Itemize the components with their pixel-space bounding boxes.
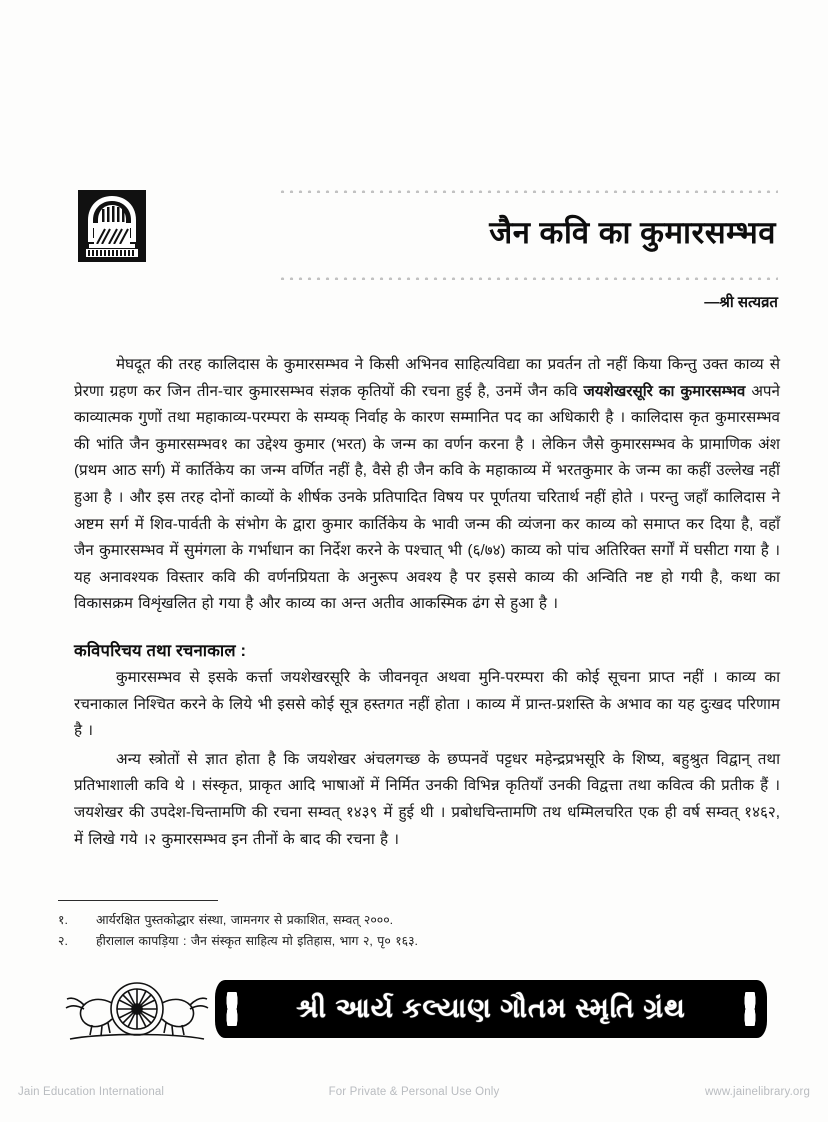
footnote-item bbox=[58, 931, 698, 952]
footer-center-text: For Private & Personal Use Only bbox=[328, 1086, 500, 1098]
footnote-text: हीरालाल कापड़िया : जैन संस्कृत साहित्य मो इतिहास, भाग २, पृ० १६३. bbox=[96, 934, 418, 948]
footnotes-block bbox=[58, 900, 698, 952]
footnote-item bbox=[58, 910, 698, 931]
shrine-torana-emblem-icon bbox=[78, 190, 146, 262]
paragraph-1-bold-phrase: जयशेखरसूरि का कुमारसम्भव bbox=[583, 382, 746, 400]
author-byline: —श्री सत्यव्रत bbox=[704, 294, 778, 311]
scallop-rule-top bbox=[278, 186, 778, 193]
paragraph-1-part-a: मेघदूत की तरह कालिदास के कुमारसम्भव ने किसी अभिनव साहित्यविद्या का प्रवर्तन तो नहीं किया किन्तु उक्त काव्य से प्रेरणा ग्रहण कर जिन तीन-चार कुमारसम्भव संज्ञक कृतियों की रचना हुई है, उनमें जैन कवि bbox=[74, 356, 780, 400]
footnote-marker: १. bbox=[58, 913, 68, 927]
footer-right-link[interactable]: www.jainelibrary.org bbox=[704, 1086, 810, 1098]
footnote-separator-rule bbox=[58, 900, 218, 901]
paragraph-1-part-b: अपने काव्यात्मक गुणों तथा महाकाव्य-परम्परा के सम्यक् निर्वाह के कारण सम्मानित पद का अधिकारी है । कालिदास कृत कुमारसम्भव की भांति जैन कुमारसम्भव१ का उद्देश्य कुमार (भरत) के जन्म का वर्णन करना है । लेकिन जैसे कुमारसम्भव के प्रामाणिक अंश (प्रथम आठ सर्ग) में कार्तिकेय का जन्म वर्णित नहीं है, वैसे ही जैन कवि के महाकाव्य में भरतकुमार के जन्म का कहीं उल्लेख नहीं हुआ है । और इस तरह दोनों काव्यों के शीर्षक उनके प्रतिपादित विषय पर पूर्णतया चरितार्थ नहीं होते । परन्तु जहाँ कालिदास ने अष्टम सर्ग में शिव-पार्वती के संभोग के द्वारा कुमार कार्तिकेय के भावी जन्म की व्यंजना कर काव्य को समाप्त कर दिया है, वहाँ जैन कुमारसम्भव में सुमंगला के गर्भाधान का निर्देश करने के पश्चात् भी (६/७४) काव्य को पांच अतिरिक्त सर्गों में घसीटा गया है । यह अनावश्यक विस्तार कवि की वर्णनप्रियता के अनुरूप अवश्य है पर इससे काव्य की अन्विति नष्ट हो गयी है, कथा का विकासक्रम विशृंखलित हो गया है और काव्य का अन्त अतीव आकस्मिक ढंग से हुआ है । bbox=[74, 382, 780, 613]
section-heading-kaviparichay: कविपरिचय तथा रचनाकाल : bbox=[74, 641, 247, 660]
scallop-rule-bottom bbox=[278, 273, 778, 280]
paragraph-1 bbox=[74, 352, 780, 618]
page-title: जैन कवि का कुमारसम्भव bbox=[489, 214, 776, 250]
banner-title-text: શ્રી આર્ય કલ્યાણ ગૌતમ સ્મૃતિ ગ્રંથ bbox=[296, 993, 686, 1023]
page-header bbox=[78, 186, 778, 286]
footnote-text: आर्यरक्षित पुस्तकोद्धार संस्था, जामनगर से प्रकाशित, सम्वत् २०००. bbox=[96, 913, 394, 927]
commemorative-banner bbox=[62, 968, 766, 1050]
paragraph-3: अन्य स्त्रोतों से ज्ञात होता है कि जयशेखर अंचलगच्छ के छप्पनवें पट्टधर महेन्द्रप्रभसूरि के शिष्य, बहुश्रुत विद्वान् तथा प्रतिभाशाली कवि थे । संस्कृत, प्राकृत आदि भाषाओं में निर्मित उनकी विभिन्न कृतियाँ उनकी विद्वत्ता तथा कवित्व की प्रतीक हैं । जयशेखर की उपदेश-चिन्तामणि की रचना सम्वत् १४३९ में हुई थी । प्रबोधचिन्तामणि तथ धम्मिलचरित एक ही वर्ष सम्वत् १४६२, में लिखे गये ।२ कुमारसम्भव इन तीनों के बाद की रचना है । bbox=[74, 750, 780, 848]
banner-plate bbox=[216, 981, 766, 1037]
footer-left-text: Jain Education International bbox=[18, 1086, 165, 1098]
footnote-marker: २. bbox=[58, 934, 68, 948]
paragraph-2: कुमारसम्भव से इसके कर्त्ता जयशेखरसूरि के जीवनवृत अथवा मुनि-परम्परा की कोई सूचना प्राप्त नहीं । काव्य का रचनाकाल निश्चित करने के लिये भी इससे कोई सूत्र हस्तगत नहीं होता । काव्य में प्रान्त-प्रशस्ति के अभाव का यह दुःखद परिणाम है । bbox=[74, 668, 780, 740]
title-zone bbox=[278, 186, 778, 276]
dharma-wheel-deer-ornament-icon bbox=[62, 969, 212, 1049]
body-column bbox=[74, 352, 780, 855]
